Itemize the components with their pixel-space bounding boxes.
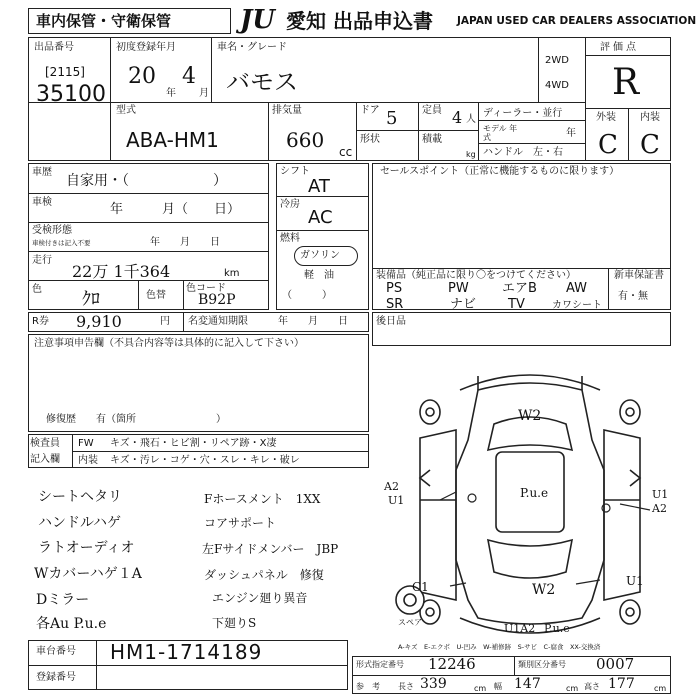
lot-number: 35100 — [36, 82, 106, 107]
equipment-pw: PW — [448, 281, 469, 296]
handwritten-note: ダッシュパネル 修復 — [204, 568, 324, 582]
reference-label: 参 考 — [356, 682, 380, 691]
handwritten-note: コアサポート — [204, 516, 277, 530]
color-code-label: 色コード — [186, 283, 226, 294]
drive-4wd: 4WD — [545, 80, 569, 91]
doors-value: 5 — [386, 108, 398, 129]
color-change-label: 色替 — [146, 290, 166, 301]
exterior-grade: C — [598, 130, 618, 160]
col-divider — [96, 640, 97, 690]
fuel-label: 燃料 — [280, 233, 300, 244]
handwritten-note: エンジン廻り異音 — [212, 591, 308, 605]
model-year-label: モデル 年式 — [483, 124, 518, 142]
diagram-label: A2 — [384, 480, 399, 493]
width-value: 147 — [514, 676, 541, 692]
doors-label: ドア — [360, 105, 380, 116]
class-label: 類別区分番号 — [518, 660, 566, 669]
equipment-label: 装備品（純正品に限り〇をつけてください） — [376, 270, 576, 281]
reception-label: 受検形態 — [32, 225, 72, 236]
reception-value: 年 月 日 — [150, 237, 220, 248]
drive-2wd: 2WD — [545, 55, 569, 66]
capacity-unit: 人 — [466, 114, 476, 125]
lot-number-label: 出品番号 — [34, 42, 74, 53]
interior-label-short: 内装 — [78, 455, 98, 466]
recycle-label: R券 — [32, 316, 49, 327]
load-label: 積載 — [422, 134, 442, 145]
form-title: 愛知 出品申込書 — [286, 9, 433, 33]
diagram-label: U1 — [652, 488, 669, 501]
chassis-number: HM1-1714189 — [110, 640, 263, 664]
first-registration-label: 初度登録年月 — [116, 42, 176, 53]
class-value: 0007 — [596, 655, 635, 673]
equipment-seat: カワシート — [552, 300, 602, 311]
inspection-label: 車検 — [32, 197, 52, 208]
recycle-unit: 円 — [160, 316, 170, 327]
handwritten-note: ラトオーディオ — [38, 540, 135, 556]
after-parts-label: 後日品 — [376, 316, 406, 327]
height-unit: cm — [654, 684, 667, 693]
interior-label: 内装 — [640, 112, 660, 123]
new-car-warranty-label: 新車保証書 — [614, 270, 664, 281]
displacement-unit: cc — [339, 145, 353, 159]
reg-year-unit: 年 — [166, 88, 176, 99]
equipment-navi: ナビ — [450, 297, 477, 312]
color-value: ｸﾛ — [82, 289, 100, 310]
diagram-label: A2 — [652, 502, 667, 515]
reg-month: 4 — [182, 64, 196, 89]
exterior-fw-label: FW — [78, 438, 94, 449]
car-history-value: 自家用・（ ） — [66, 173, 227, 189]
equipment-sr: SR — [386, 297, 404, 312]
equipment-airbag: エアB — [502, 281, 537, 296]
shift-value: AT — [308, 176, 330, 197]
car-history-label: 車歴 — [32, 167, 52, 178]
diagram-label: W2 — [532, 582, 556, 598]
handle-label: ハンドル 左・右 — [483, 147, 563, 158]
ac-value: AC — [308, 207, 333, 228]
equipment-ps: PS — [386, 281, 403, 296]
registration-number-label: 登録番号 — [36, 672, 76, 683]
name-change-value: 年 月 日 — [278, 316, 348, 327]
grade-value: R — [612, 62, 640, 103]
handwritten-note: 各Au P.u.e — [36, 616, 107, 632]
type-label: 型式 — [116, 105, 136, 116]
color-label: 色 — [32, 284, 42, 295]
equipment-aw: AW — [566, 281, 588, 296]
spare-tire-label: スペア — [398, 618, 422, 627]
col-divider — [514, 656, 515, 675]
handwritten-note: 下廻りS — [212, 616, 257, 630]
handwritten-note: Dミラー — [36, 592, 90, 608]
exterior-condition-line: キズ・飛石・ヒビ割・リペア跡・X凄 — [110, 438, 277, 449]
reception-sub: 車検付きは記入不要 — [32, 239, 91, 247]
fuel-other: （ ） — [282, 290, 332, 301]
model-grade-label: 車名・グレード — [217, 42, 287, 53]
entry-label: 記入欄 — [30, 454, 60, 465]
diagram-label: W2 — [518, 408, 542, 424]
diagram-label: P.u.e — [544, 622, 570, 635]
handwritten-note: ハンドルハゲ — [38, 515, 122, 531]
lot-small-number: [2115] — [45, 65, 85, 79]
inspector-label: 検査員 — [30, 438, 60, 449]
model-cert-value: 12246 — [428, 655, 476, 673]
handwritten-note: 左Fサイドメンバー JBP — [202, 542, 339, 556]
mileage-unit: km — [224, 268, 240, 279]
damage-legend: A-キズ E-エクボ U-凹み W-補修跡 S-サビ C-腐食 XX-交換済 — [398, 643, 601, 651]
model-year-unit: 年 — [566, 128, 576, 139]
model-cert-label: 形式指定番号 — [356, 660, 404, 669]
row-divider — [28, 665, 348, 666]
displacement-value: 660 — [286, 128, 325, 152]
fuel-diesel: 軽 油 — [304, 270, 334, 281]
dealer-label: ディーラー・並行 — [483, 108, 563, 119]
grade-label: 評価点 — [600, 42, 639, 53]
handwritten-note: Fホースメント 1XX — [204, 492, 321, 506]
color-code-value: B92P — [198, 292, 236, 308]
diagram-label: P.u.e — [520, 486, 549, 500]
mileage-value: 22万 1千364 — [72, 262, 171, 281]
ac-label: 冷房 — [280, 199, 300, 210]
reg-month-unit: 月 — [199, 88, 209, 99]
length-label: 長さ — [398, 682, 414, 691]
ju-logo: JU — [240, 5, 275, 35]
new-car-warranty-value: 有・無 — [618, 291, 648, 302]
fuel-gasoline: ガソリン — [300, 250, 340, 261]
diagram-label: C1 — [412, 580, 429, 594]
capacity-label: 定員 — [422, 105, 442, 116]
repair-history: 修復歴 有（箇所 ） — [46, 414, 226, 425]
sales-point-label: セールスポイント（正常に機能するものに限ります） — [380, 166, 620, 177]
interior-grade: C — [640, 130, 660, 160]
reg-year: 20 — [128, 64, 156, 89]
width-unit: cm — [566, 684, 579, 693]
load-unit: kg — [466, 150, 476, 159]
diagram-label: U1 — [626, 574, 644, 588]
chassis-number-label: 車台番号 — [36, 646, 76, 657]
width-label: 幅 — [494, 682, 502, 691]
storage-note: 車内保管・守衛保管 — [36, 12, 172, 30]
model-name: バモス — [226, 68, 298, 96]
height-value: 177 — [608, 676, 635, 692]
length-value: 339 — [420, 676, 447, 692]
shape-label: 形状 — [360, 134, 380, 145]
length-unit: cm — [474, 684, 487, 693]
exterior-label: 外装 — [596, 112, 616, 123]
height-label: 高さ — [584, 682, 600, 691]
interior-condition-line: キズ・汚レ・コゲ・穴・スレ・キレ・破レ — [110, 455, 300, 466]
mileage-label: 走行 — [32, 255, 52, 266]
diagram-label: U1 — [388, 494, 405, 507]
association-name: JAPAN USED CAR DEALERS ASSOCIATION — [457, 15, 697, 27]
capacity-value: 4 — [452, 108, 463, 127]
name-change-label: 名変通知期限 — [188, 316, 248, 327]
handwritten-note: シートヘタリ — [38, 489, 122, 505]
type-value: ABA-HM1 — [126, 128, 219, 152]
inspection-value: 年 月（ 日） — [110, 202, 241, 217]
displacement-label: 排気量 — [272, 105, 302, 116]
handwritten-note: Wカバーハゲ１A — [34, 566, 142, 582]
diagram-label: U1A2 — [504, 622, 536, 635]
equipment-tv: TV — [508, 297, 525, 312]
recycle-value: 9,910 — [76, 312, 122, 331]
shift-label: シフト — [280, 166, 310, 177]
declaration-label: 注意事項申告欄（不具合内容等は具体的に記入して下さい） — [34, 338, 304, 349]
